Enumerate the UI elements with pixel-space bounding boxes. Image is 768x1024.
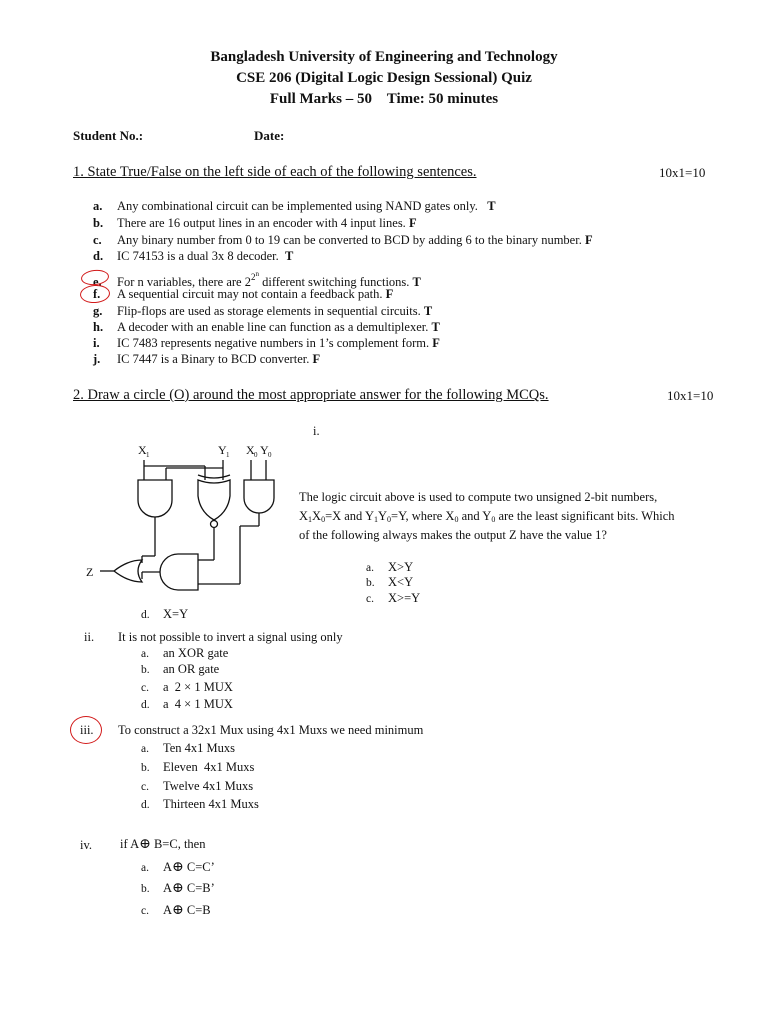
mcq1-question-line2: $X_1X_0=X$ and $Y_1Y_0=Y$, where $X_0$ and $Y_0$ are the least significant bits. Which	[299, 509, 675, 524]
q1-item: b. There are 16 output lines in an encoder with 4 input lines. F	[93, 216, 417, 230]
label-z: Z	[86, 565, 94, 579]
svg-text:1: 1	[226, 451, 230, 459]
q1-answer: F	[312, 352, 321, 366]
mcq3-option[interactable]: b. Eleven 4x1 Muxs	[141, 760, 255, 774]
xor-symbol: ⊕	[172, 903, 184, 918]
svg-text:0: 0	[268, 451, 272, 459]
and-gate-2	[244, 480, 274, 513]
mcq3-number: iii.	[80, 723, 94, 737]
mcq3-option[interactable]: c. Twelve 4x1 Muxs	[141, 779, 254, 793]
formula-2-to-2n: $2^{2^n}$	[244, 270, 259, 289]
or-gate	[114, 560, 142, 582]
mcq2-option[interactable]: a. an XOR gate	[141, 646, 229, 660]
mcq1-option[interactable]: b. X<Y	[366, 575, 414, 589]
label-y0: Y	[260, 443, 269, 457]
q1-item: j. IC 7447 is a Binary to BCD converter. F	[93, 352, 321, 366]
mcq3-option[interactable]: a. Ten 4x1 Muxs	[141, 741, 236, 755]
q1-answer: F	[408, 216, 417, 230]
course-title: CSE 206 (Digital Logic Design Sessional) Quiz	[236, 70, 532, 86]
label-x0: X	[246, 443, 255, 457]
mcq1-option[interactable]: c. X>=Y	[366, 591, 421, 605]
q1-answer: F	[584, 233, 593, 247]
and-gate-1	[138, 480, 172, 517]
q1-item: f. A sequential circuit may not contain a feedback path. F	[93, 287, 394, 301]
svg-text:0: 0	[254, 451, 258, 459]
q1-answer: T	[285, 249, 294, 263]
q1-item: h. A decoder with an enable line can function as a demultiplexer. T	[93, 320, 440, 334]
q1-answer: T	[423, 304, 433, 318]
mcq3-question: To construct a 32x1 Mux using 4x1 Muxs we need minimum	[118, 723, 424, 737]
date-label: Date:	[254, 128, 285, 143]
mcq4-option[interactable]: c. A⊕ C=B	[141, 903, 211, 918]
mcq2-question: It is not possible to invert a signal using only	[118, 630, 343, 644]
mcq2-option[interactable]: d. a 4 × 1 MUX	[141, 697, 233, 711]
mcq4-option[interactable]: b. A⊕ C=B’	[141, 881, 215, 896]
q1-answer: T	[412, 275, 421, 289]
label-y1: Y	[218, 443, 227, 457]
mcq4-option[interactable]: a. A⊕ C=C’	[141, 860, 215, 875]
mcq4-number: iv.	[80, 838, 93, 852]
mcq1-question-line1: The logic circuit above is used to compute two unsigned 2-bit numbers,	[299, 490, 658, 504]
q1-item: a. Any combinational circuit can be implemented using NAND gates only. T	[93, 199, 496, 213]
mcq2-number: ii.	[84, 630, 95, 644]
label-x1: X	[138, 443, 147, 457]
mcq2-option[interactable]: b. an OR gate	[141, 662, 220, 676]
q2-marks: 10x1=10	[667, 388, 714, 403]
q1-item: c. Any binary number from 0 to 19 can be converted to BCD by adding 6 to the binary number. F	[93, 233, 593, 247]
mcq1-question-line3: of the following always makes the output Z have the value 1?	[299, 528, 607, 542]
mcq1-number: i.	[313, 424, 320, 438]
mcq1-option[interactable]: a. X>Y	[366, 560, 414, 574]
mcq4-question: if A⊕ B=C, then	[120, 837, 206, 852]
student-no-label: Student No.:	[73, 128, 144, 143]
xor-symbol: ⊕	[172, 881, 184, 896]
q1-title: 1. State True/False on the left side of each of the following sentences.	[73, 164, 477, 180]
q1-item: g. Flip-flops are used as storage elements in sequential circuits. T	[93, 304, 433, 318]
q1-item: d. IC 74153 is a dual 3x 8 decoder. T	[93, 249, 294, 263]
q1-item: i. IC 7483 represents negative numbers in 1’s complement form. F	[93, 336, 440, 350]
q1-answer: T	[431, 320, 440, 334]
marks-time: Full Marks – 50 Time: 50 minutes	[269, 91, 499, 107]
university-title: Bangladesh University of Engineering and Technology	[210, 49, 558, 65]
xnor-gate	[198, 480, 230, 520]
mcq2-option[interactable]: c. a 2 × 1 MUX	[141, 680, 233, 694]
q2-title: 2. Draw a circle (O) around the most appropriate answer for the following MCQs.	[73, 387, 549, 403]
q1-answer: T	[487, 199, 496, 213]
q1-answer: F	[432, 336, 440, 350]
q1-item: e. For n variables, there are $2^{2^n}$ different switching functions. T	[93, 270, 421, 289]
q1-answer: F	[385, 287, 394, 301]
mcq3-option[interactable]: d. Thirteen 4x1 Muxs	[141, 797, 259, 811]
q1-marks: 10x1=10	[659, 165, 706, 180]
mcq1-option[interactable]: d. X=Y	[141, 607, 189, 621]
xor-symbol: ⊕	[139, 837, 151, 852]
logic-circuit-diagram	[80, 436, 300, 596]
xor-symbol: ⊕	[172, 860, 184, 875]
and-gate-3	[160, 554, 198, 590]
svg-text:1: 1	[146, 451, 150, 459]
